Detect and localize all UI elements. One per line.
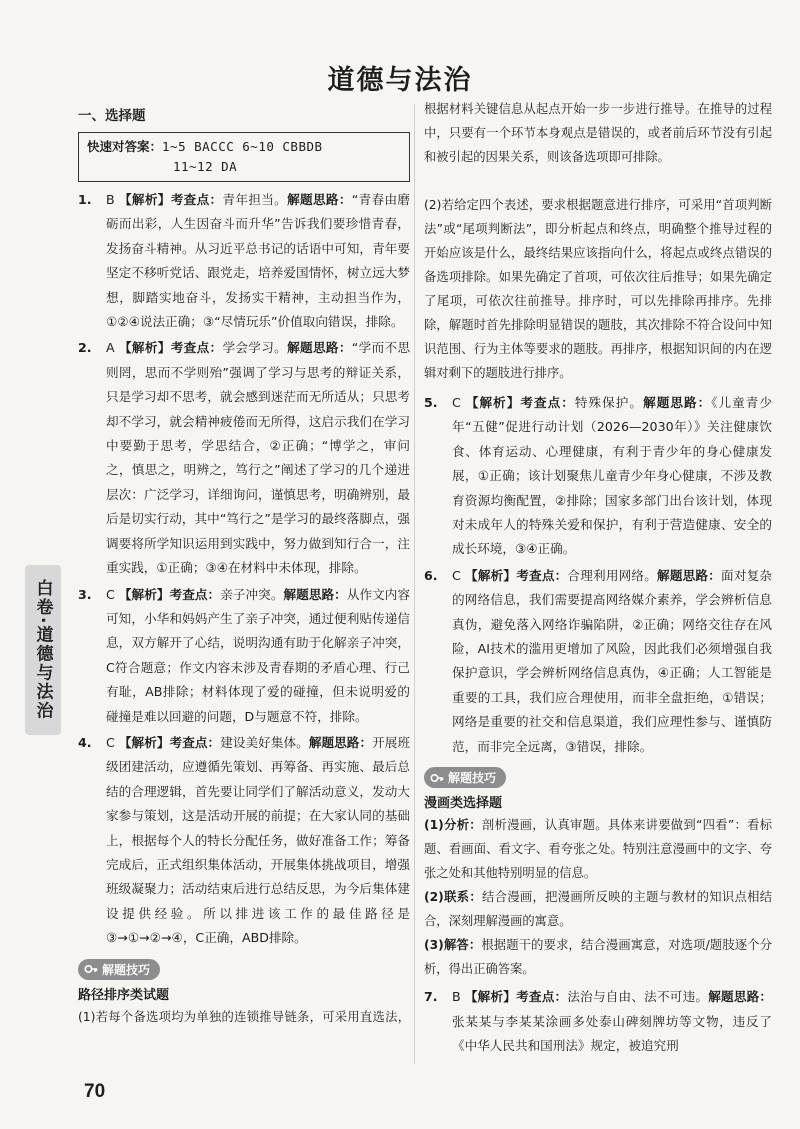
question-point: 亲子冲突。 — [220, 586, 284, 602]
question-point: 学会学习。 — [222, 340, 288, 356]
tip-step-label: (2)联系： — [424, 890, 482, 905]
question-number: 6. — [424, 567, 438, 583]
question-number: 7. — [424, 989, 438, 1005]
tip-badge — [78, 959, 160, 980]
quick-answer-label: 快速对答案： — [87, 139, 163, 154]
quick-answer-box — [78, 132, 410, 182]
tip-step-label: (1)分析： — [424, 818, 482, 833]
question-number: 4. — [78, 734, 92, 750]
question-item — [424, 985, 772, 1058]
question-number: 1. — [78, 192, 92, 207]
question-answer: C — [106, 734, 115, 750]
analysis-tag: 【解析】 — [465, 395, 521, 410]
tip-paragraph — [78, 1005, 410, 1029]
analysis-tag: 【解析】 — [118, 586, 170, 602]
tip-badge — [424, 767, 506, 788]
question-text: “青春由磨砺而出彩，人生因奋斗而升华”告诉我们要珍惜青春，发扬奋斗精神。从习近平总书记的话语中可知，青年要坚定不移听党话、跟党走，培养爱国情怀，树立远大梦想，脚踏实地奋斗，发扬实干精神，主动担当作为，①②④说法正确；③“尽情玩乐”价值取向错误，排除。 — [106, 192, 411, 330]
question-answer: B — [452, 989, 461, 1005]
quick-answer-line1: 1~5 BACCC 6~10 CBBDB — [162, 139, 323, 154]
question-body — [106, 731, 410, 951]
tip-step-label: (3)解答： — [424, 938, 482, 953]
idea-tag: 解题思路： — [287, 340, 352, 356]
idea-tag: 解题思路： — [283, 586, 347, 602]
tip-paragraph-text: 根据材料关键信息从起点开始一步一步进行推导。在推导的过程中，只要有一个环节本身观点是错误的，或者前后环节没有引起和被引起的因果关系，则该备选项即可排除。 — [424, 102, 772, 164]
key-icon — [84, 962, 98, 976]
analysis-tag: 【解析】 — [464, 989, 517, 1005]
question-body — [106, 188, 410, 334]
question-answer: A — [106, 340, 115, 356]
point-tag: 考查点： — [516, 989, 568, 1005]
question-body — [106, 336, 410, 580]
question-text: “学而不思则罔，思而不学则殆”强调了学习与思考的辩证关系，只是学习却不思考，就会感到迷茫而无所适从；只思考却不学习，就会精神疲倦而无所得，这启示我们在学习中要勤于思考，学思结合，②正确；“博学之，审问之，慎思之，明辨之，笃行之”阐述了学习的几个递进层次：广泛学习，详细询问，谨慎思考，明确辨别，最后是切实行动，其中“笃行之”是学习的最终落脚点，强调要将所学知识运用到实践中，努力做到知行合一，注重实践，①正确；③④在材料中未体现，排除。 — [106, 340, 411, 576]
question-item — [78, 731, 410, 951]
question-text: 开展班级团建活动，应遵循先策划、再筹备、再实施、最后总结的合理逻辑，首先要让同学们了解活动意义，发动大家参与策划，这是活动开展的前提；在大家认同的基础上，根据每个人的特长分配任务，做好准备工作；筹备完成后，正式组织集体活动，开展集体挑战项目，增强班级凝聚力；活动结束后进行总结反思，为今后集体建设提供经验。所以排进该工作的最佳路径是③→①→②→④，C正确，ABD排除。 — [106, 734, 411, 946]
tip-paragraph — [424, 885, 772, 933]
question-body — [452, 564, 772, 759]
analysis-tag: 【解析】 — [118, 340, 171, 356]
idea-tag: 解题思路： — [643, 395, 712, 410]
key-icon — [430, 771, 444, 785]
analysis-tag: 【解析】 — [118, 192, 171, 207]
point-tag: 考查点： — [520, 395, 575, 410]
question-text: 《儿童青少年“五健”促进行动计划（2026—2030年）》关注健康饮食、体育运动、心理健康，有利于青少年的身心健康发展，①正确；该计划聚焦儿童青少年身心健康，不涉及教育资源均衡配置，②排除；国家多部门出台该计划，体现对未成年人的特殊关爱和保护，有利于营造健康、安全的成长环境，③④正确。 — [452, 395, 773, 557]
question-number: 2. — [78, 340, 92, 356]
column-divider — [414, 104, 415, 1064]
idea-tag: 解题思路： — [708, 989, 773, 1005]
question-answer: C — [452, 567, 461, 583]
question-point: 合理利用网络。 — [567, 567, 658, 583]
question-body — [106, 583, 410, 729]
point-tag: 考查点： — [169, 734, 221, 750]
tip-paragraph-continued — [424, 97, 772, 193]
question-answer: C — [452, 395, 461, 410]
question-point: 建设美好集体。 — [220, 734, 309, 750]
idea-tag: 解题思路： — [287, 192, 352, 207]
question-item — [78, 188, 410, 334]
tip-step-text: 根据题干的要求，结合漫画寓意，对选项/题肢逐个分析，得出正确答案。 — [424, 938, 773, 977]
question-point: 特殊保护。 — [574, 395, 644, 410]
page-number: 70 — [84, 1081, 106, 1102]
question-number: 5. — [424, 395, 438, 410]
point-tag: 考查点： — [170, 192, 223, 207]
point-tag: 考查点： — [169, 586, 221, 602]
question-text: 从作文内容可知，小华和妈妈产生了亲子冲突，通过便利贴传递信息，双方解开了心结，说明沟通有助于化解亲子冲突，C符合题意；作文内容未涉及青春期的矛盾心理、行己有耻，AB排除；材料体现了爱的碰撞，但未说明爱的碰撞是难以回避的问题，D与题意不符，排除。 — [106, 586, 411, 724]
question-point: 青年担当。 — [222, 192, 288, 207]
question-item — [78, 336, 410, 580]
question-item — [78, 583, 410, 729]
tip-title: 漫画类选择题 — [424, 796, 503, 812]
point-tag: 考查点： — [170, 340, 223, 356]
quick-answer-line2: 11~12 DA — [173, 159, 238, 174]
question-text: 张某某与李某某涂画多处泰山碑刻牌坊等文物，违反了《中华人民共和国刑法》规定，被追究刑 — [452, 1013, 772, 1053]
side-tab-label: 白卷·道德与法治 — [32, 579, 53, 721]
tip-paragraph — [424, 933, 772, 981]
question-text: 面对复杂的网络信息，我们需要提高网络媒介素养，学会辨析信息真伪，避免落入网络诈骗陷阱，②正确；网络交往存在风险，AI技术的滥用更增加了风险，因此我们必须增强自我保护意识，学会辨析网络信息真伪，④正确；人工智能是重要的工具，我们应合理使用，而非全盘拒绝，①错误；网络是重要的社交和信息渠道，我们应理性参与、谨慎防范，而非完全远离，③错误，排除。 — [452, 567, 773, 754]
question-number: 3. — [78, 586, 92, 602]
tip-paragraph: (2)若给定四个表述，要求根据题意进行排序，可采用“首项判断法”或“尾项判断法”，即分析起点和终点，明确整个推导过程的开始应该是什么，最终结果应该指向什么，将起点或终点错误的备选项排除。如果先确定了首项，可依次往后推导；如果先确定了尾项，可依次往前推导。排序时，可以先排除再排序。先排除，解题时首先排除明显错误的题肢，其次排除不符合设问中知识范围、行为主体等要求的题肢。再排序，根据知识间的内在逻辑对剩下的题肢进行排序。 — [424, 198, 772, 380]
right-column — [424, 97, 772, 1060]
tip-title: 路径排序类试题 — [78, 987, 170, 1003]
idea-tag: 解题思路： — [308, 734, 373, 750]
question-answer: B — [106, 192, 115, 207]
tip-step-text: 结合漫画，把漫画所反映的主题与教材的知识点相结合，深刻理解漫画的寓意。 — [424, 890, 772, 929]
analysis-tag: 【解析】 — [465, 567, 517, 583]
analysis-tag: 【解析】 — [118, 734, 170, 750]
page-title: 道德与法治 — [327, 65, 473, 96]
question-answer: C — [106, 586, 115, 602]
question-body — [452, 391, 772, 562]
question-body — [452, 985, 772, 1058]
tip-badge-label: 解题技巧 — [448, 771, 497, 786]
tip-paragraph — [424, 813, 772, 885]
tip-paragraph-text: (1)若每个备选项均为单独的连锁推导链条，可采用直选法， — [78, 1009, 410, 1024]
section-heading: 一、选择题 — [78, 108, 146, 124]
side-tab — [25, 565, 61, 735]
question-point: 法治与自由、法不可违。 — [567, 989, 709, 1005]
left-column — [78, 104, 410, 1029]
tip-step-text: 剖析漫画，认真审题。具体来讲要做到“四看”：看标题、看画面、看文字、看夸张之处。特别注意漫画中的文字、夸张之处和其他特别明显的信息。 — [424, 818, 773, 881]
question-item — [424, 564, 772, 759]
point-tag: 考查点： — [516, 567, 568, 583]
tip-badge-label: 解题技巧 — [102, 962, 151, 977]
question-item — [424, 391, 772, 562]
idea-tag: 解题思路： — [657, 567, 722, 583]
